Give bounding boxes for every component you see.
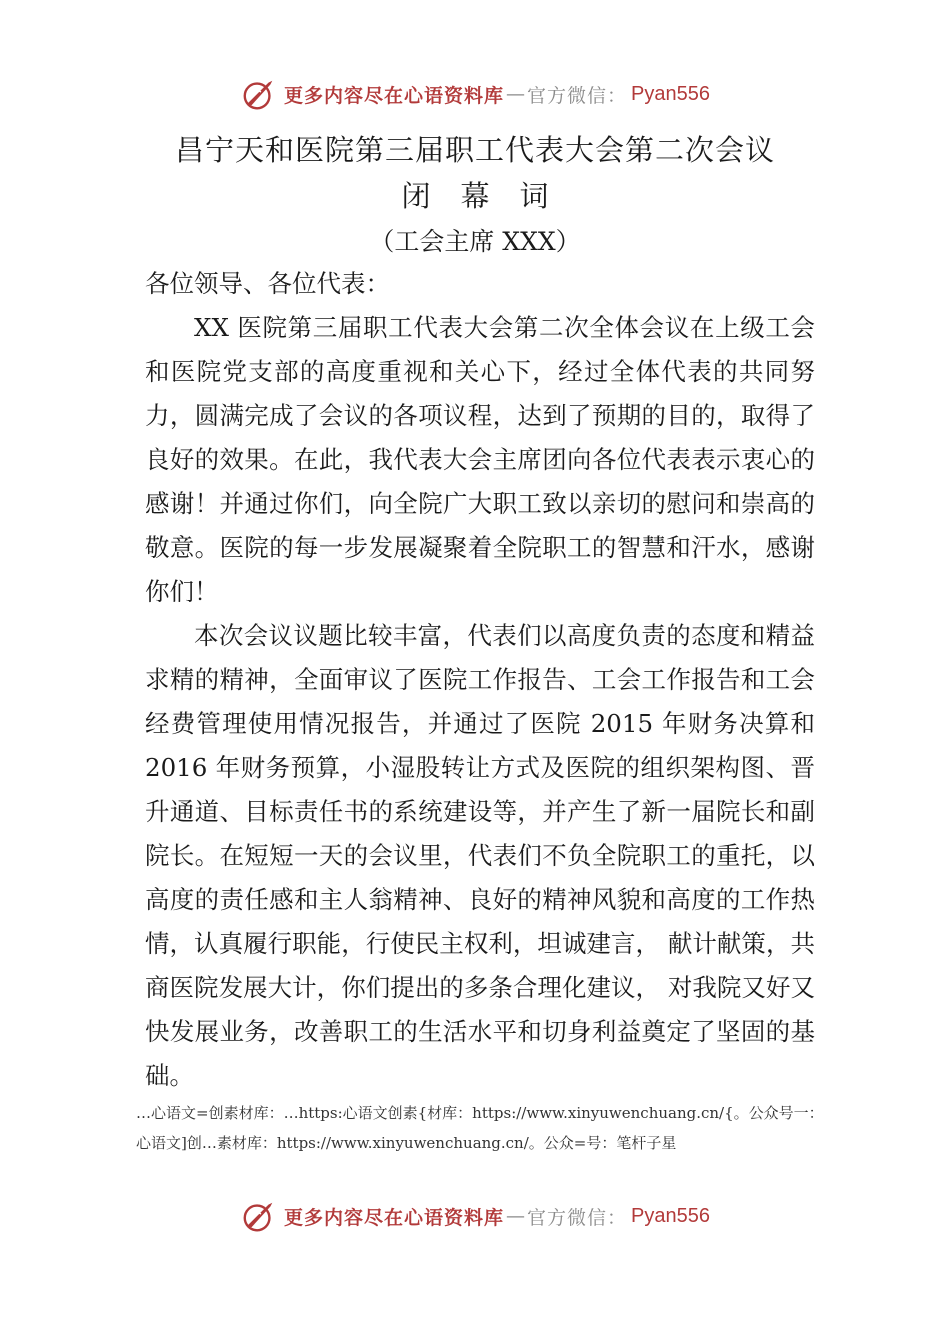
header-banner bbox=[0, 72, 950, 116]
speaker-line: （工会主席 XXX） bbox=[369, 227, 581, 256]
greeting: 各位领导、各位代表： bbox=[145, 269, 390, 298]
banner-dash: — bbox=[506, 1205, 526, 1227]
footer-banner bbox=[0, 1194, 950, 1238]
paragraph-1: XX 医院第三届职工代表大会第二次全体会议在上级工会和医院党支部的高度重视和关心下，经过全体代表的共同努力，圆满完成了会议的各项议程，达到了预期的目的，取得了良好的效果。在此，我代表大会主席团向各位代表表示衷心的感谢！并通过你们，向全院广大职工致以亲切的慰问和崇高的敬意。医院的每一步发展凝聚着全院职工的智慧和汗水，感谢你们！ bbox=[145, 313, 815, 606]
footer-watermark-text: …心语文=创素材库：…https:心语文创素{材库：https://www.xinyuwenchuang.cn/{。公众号一：心语文]创…素材库：https://www.xinyuwenchuang.cn/。公众=号：笔杆子星 bbox=[136, 1104, 824, 1152]
paragraph-2: 本次会议议题比较丰富，代表们以高度负责的态度和精益求精的精神，全面审议了医院工作报告、工会工作报告和工会经费管理使用情况报告，并通过了医院 2015 年财务决算和 2016 年财务预算，小湿股转让方式及医院的组织架构图、晋升通道、目标责任书的系统建设等，并产生了新一届院长和副院长。在短短一天的会议里，代表们不负全院职工的重托，以高度的责任感和主人翁精神、良好的精神风貌和高度的工作热情，认真履行职能，行使民主权利，坦诚建言， 献计献策，共商医院发展大计，你们提出的多条合理化建议， 对我院又好又快发展业务，改善职工的生活水平和切身利益奠定了坚固的基础。 bbox=[145, 621, 815, 1090]
document-subtitle: 闭幕词 bbox=[401, 179, 579, 213]
banner-wechat-handle: Pyan556 bbox=[631, 82, 710, 105]
quill-logo-icon bbox=[240, 75, 278, 113]
document-body bbox=[145, 262, 815, 1098]
banner-wechat-label: 官方微信： bbox=[527, 84, 628, 107]
banner-slogan: 更多内容尽在心语资料库 bbox=[284, 1206, 505, 1229]
document-title: 昌宁天和医院第三届职工代表大会第二次会议 bbox=[174, 133, 775, 167]
banner-wechat-label: 官方微信： bbox=[527, 1206, 628, 1229]
banner-slogan: 更多内容尽在心语资料库 bbox=[284, 84, 505, 107]
banner-dash: — bbox=[506, 83, 526, 105]
quill-logo-icon bbox=[240, 1197, 278, 1235]
banner-wechat-handle: Pyan556 bbox=[631, 1204, 710, 1227]
